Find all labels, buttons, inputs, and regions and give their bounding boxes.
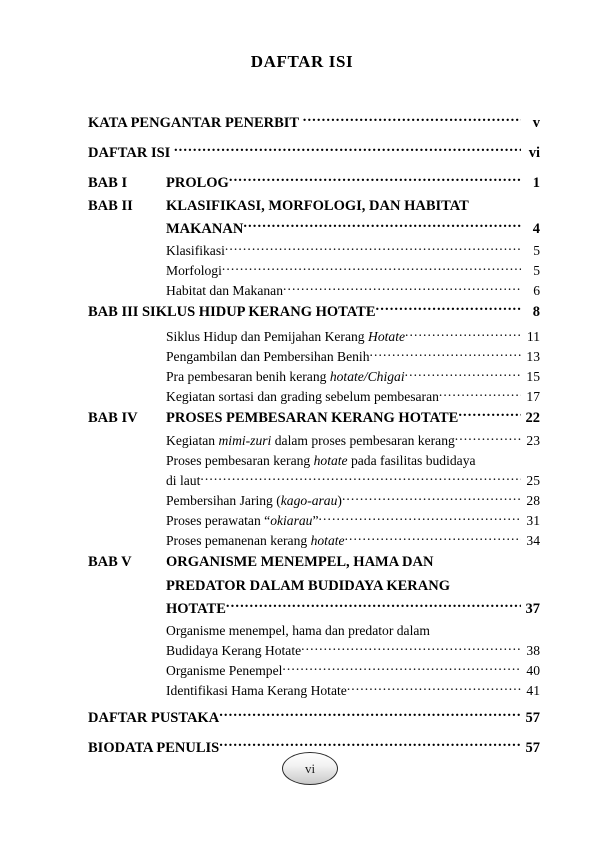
page-number-text: vi: [304, 761, 316, 776]
toc-entry-label: BAB III SIKLUS HIDUP KERANG HOTATE: [88, 303, 376, 320]
toc-entry-label-italic: hotate: [310, 532, 345, 548]
toc-subentry-pembersihan-jaring[interactable]: [88, 491, 540, 511]
toc-chapter-label: BAB II: [88, 197, 133, 214]
dot-leader: [405, 367, 521, 381]
toc-subentry-organisme-penempel[interactable]: [88, 661, 540, 681]
toc-page-number: 38: [526, 642, 540, 658]
toc-entry-label: Budidaya Kerang Hotate: [166, 642, 302, 658]
toc-entry-label: Organisme Penempel: [166, 662, 283, 678]
toc-entry-label: Organisme menempel, hama dan predator dalam: [166, 622, 430, 638]
toc-entry-daftar-isi[interactable]: [88, 142, 540, 172]
toc-subentry-proses-pemanenan[interactable]: [88, 531, 540, 551]
toc-entry-label: Identifikasi Hama Kerang Hotate: [166, 682, 347, 698]
toc-entry-label-text: Siklus Hidup dan Pemijahan Kerang: [166, 328, 368, 344]
toc-entry-label: Pengambilan dan Pembersihan Benih: [166, 348, 370, 364]
toc-entry-label-text-2: dalam proses pembesaran kerang: [271, 432, 455, 448]
dot-leader: [458, 407, 521, 422]
toc-page-number: 17: [526, 388, 540, 404]
toc-entry-label: [166, 433, 455, 449]
toc-entry-label: PREDATOR DALAM BUDIDAYA KERANG: [166, 577, 450, 594]
toc-page-number: 25: [526, 472, 540, 488]
toc-entry-label: di laut: [166, 472, 201, 488]
toc-entry-label: Habitat dan Makanan: [166, 282, 284, 298]
toc-entry-label: [166, 513, 319, 529]
page-number-badge: [282, 752, 338, 785]
dot-leader: [439, 387, 521, 401]
toc-entry-label: Kegiatan sortasi dan grading sebelum pembesaran: [166, 388, 439, 404]
dot-leader: [319, 511, 521, 525]
toc-page-number: 1: [532, 174, 540, 191]
toc-page-number: 23: [526, 432, 540, 448]
dot-leader: [301, 641, 521, 655]
toc-entry-label-italic: kago-arau: [280, 492, 338, 508]
toc-entry-label: PROLOG: [166, 174, 229, 191]
toc-entry-bab-2-line-2[interactable]: [88, 218, 540, 241]
toc-entry-label-text: Kegiatan: [166, 432, 219, 448]
dot-leader: [476, 451, 521, 465]
toc-page-number: 57: [525, 739, 540, 756]
toc-entry-label: [166, 453, 476, 469]
dot-leader: [174, 142, 521, 157]
toc-entry-bab-3[interactable]: [88, 301, 540, 327]
toc-entry-label-italic: Hotate: [368, 328, 405, 344]
page-title: DAFTAR ISI: [250, 52, 354, 71]
toc-page-number: 5: [533, 242, 540, 258]
toc-entry-bab-5-line-2[interactable]: [88, 575, 540, 598]
toc-page-number: 41: [526, 682, 540, 698]
dot-leader: [303, 112, 521, 127]
dot-leader: [219, 707, 521, 722]
toc-entry-label: PROSES PEMBESARAN KERANG HOTATE: [166, 409, 459, 426]
dot-leader: [200, 471, 521, 485]
dot-leader: [342, 491, 521, 505]
toc-page-number: 57: [525, 709, 540, 726]
toc-chapter-label: BAB IV: [88, 409, 138, 426]
toc-subentry-pengambilan-pembersihan-benih[interactable]: [88, 347, 540, 367]
dot-leader: [433, 551, 521, 566]
toc-entry-bab-4[interactable]: [88, 407, 540, 431]
toc-subentry-morfologi[interactable]: [88, 261, 540, 281]
toc-entry-kata-pengantar[interactable]: [88, 112, 540, 142]
toc-entry-daftar-pustaka[interactable]: [88, 707, 540, 737]
toc-page-number: 6: [533, 282, 540, 298]
toc-page-number: 11: [526, 328, 540, 344]
toc-page-number: 34: [526, 532, 540, 548]
toc-subentry-pra-pembesaran-benih[interactable]: [88, 367, 540, 387]
toc-entry-label: KATA PENGANTAR PENERBIT: [88, 114, 300, 131]
toc-subentry-organisme-menempel-line-1[interactable]: [88, 621, 540, 641]
toc-entry-label: DAFTAR PUSTAKA: [88, 709, 220, 726]
dot-leader: [243, 218, 521, 233]
toc-entry-label: Morfologi: [166, 262, 222, 278]
toc-entry-label-text: Proses pembesaran kerang: [166, 452, 314, 468]
dot-leader: [376, 301, 521, 316]
toc-entry-label-text: Proses pemanenan kerang: [166, 532, 311, 548]
toc-entry-label-text-2: ”: [312, 512, 319, 528]
toc-subentry-proses-perawatan-okiarau[interactable]: [88, 511, 540, 531]
toc-subentry-habitat-dan-makanan[interactable]: [88, 281, 540, 301]
toc-entry-label: MAKANAN: [166, 220, 244, 237]
toc-entry-label: KLASIFIKASI, MORFOLOGI, DAN HABITAT: [166, 197, 469, 214]
toc-entry-label: DAFTAR ISI: [88, 144, 171, 161]
toc-subentry-proses-pembesaran-line-2[interactable]: [88, 471, 540, 491]
dot-leader: [455, 431, 521, 445]
toc-subentry-klasifikasi[interactable]: [88, 241, 540, 261]
toc-page-number: v: [532, 114, 540, 131]
toc-page-number: 4: [532, 220, 540, 237]
dot-leader: [283, 281, 521, 295]
toc-entry-label-text: Proses perawatan “: [166, 512, 271, 528]
dot-leader: [405, 327, 521, 341]
toc-page-number: 8: [532, 303, 540, 320]
toc-page-number: vi: [528, 144, 540, 161]
toc-page-number: 40: [526, 662, 540, 678]
table-of-contents: [88, 112, 540, 767]
toc-entry-label: BIODATA PENULIS: [88, 739, 220, 756]
toc-entry-label-italic: hotate/Chigai: [329, 368, 405, 384]
dot-leader: [225, 241, 521, 255]
toc-entry-label: Klasifikasi: [166, 242, 225, 258]
toc-page-number: 5: [533, 262, 540, 278]
toc-entry-label: [166, 533, 345, 549]
dot-leader: [345, 531, 521, 545]
toc-chapter-label: BAB I: [88, 174, 128, 191]
dot-leader: [370, 347, 522, 361]
toc-subentry-proses-pembesaran-line-1[interactable]: [88, 451, 540, 471]
toc-chapter-label: BAB V: [88, 553, 132, 570]
toc-page-number: 15: [526, 368, 540, 384]
toc-entry-label: HOTATE: [166, 600, 226, 617]
toc-subentry-siklus-hidup-pemijahan[interactable]: [88, 327, 540, 347]
toc-page-number: 22: [525, 409, 540, 426]
toc-entry-label-text: Pra pembesaran benih kerang: [166, 368, 330, 384]
dot-leader: [222, 261, 521, 275]
toc-entry-label: [166, 493, 342, 509]
toc-page-number: 37: [525, 600, 540, 617]
toc-entry-bab-1[interactable]: [88, 172, 540, 195]
toc-entry-label-text-2: pada fasilitas budidaya: [347, 452, 476, 468]
toc-entry-label-italic: hotate: [313, 452, 348, 468]
toc-page-number: 28: [526, 492, 540, 508]
dot-leader: [430, 621, 521, 635]
dot-leader: [347, 681, 521, 695]
dot-leader: [229, 172, 521, 187]
toc-entry-bab-2-line-1[interactable]: [88, 195, 540, 218]
toc-subentry-organisme-menempel-line-2[interactable]: [88, 641, 540, 661]
dot-leader: [226, 598, 521, 613]
dot-leader: [282, 661, 521, 675]
toc-subentry-kegiatan-mimi-zuri[interactable]: [88, 431, 540, 451]
toc-page-number: 31: [526, 512, 540, 528]
toc-page-number: 13: [526, 348, 540, 364]
toc-entry-label: [166, 329, 405, 345]
toc-subentry-kegiatan-sortasi-grading[interactable]: [88, 387, 540, 407]
toc-entry-bab-5-line-3[interactable]: [88, 598, 540, 621]
toc-entry-label-text-2: ): [337, 492, 342, 508]
dot-leader: [219, 737, 521, 752]
toc-entry-label: [166, 369, 405, 385]
toc-entry-bab-5-line-1[interactable]: [88, 551, 540, 575]
toc-entry-label: ORGANISME MENEMPEL, HAMA DAN: [166, 553, 434, 570]
toc-entry-label-italic: okiarau: [270, 512, 313, 528]
dot-leader: [469, 195, 521, 210]
toc-entry-label-italic: mimi-zuri: [218, 432, 272, 448]
toc-entry-label-text: Pembersihan Jaring (: [166, 492, 281, 508]
toc-subentry-identifikasi-hama[interactable]: [88, 681, 540, 707]
dot-leader: [450, 575, 521, 590]
